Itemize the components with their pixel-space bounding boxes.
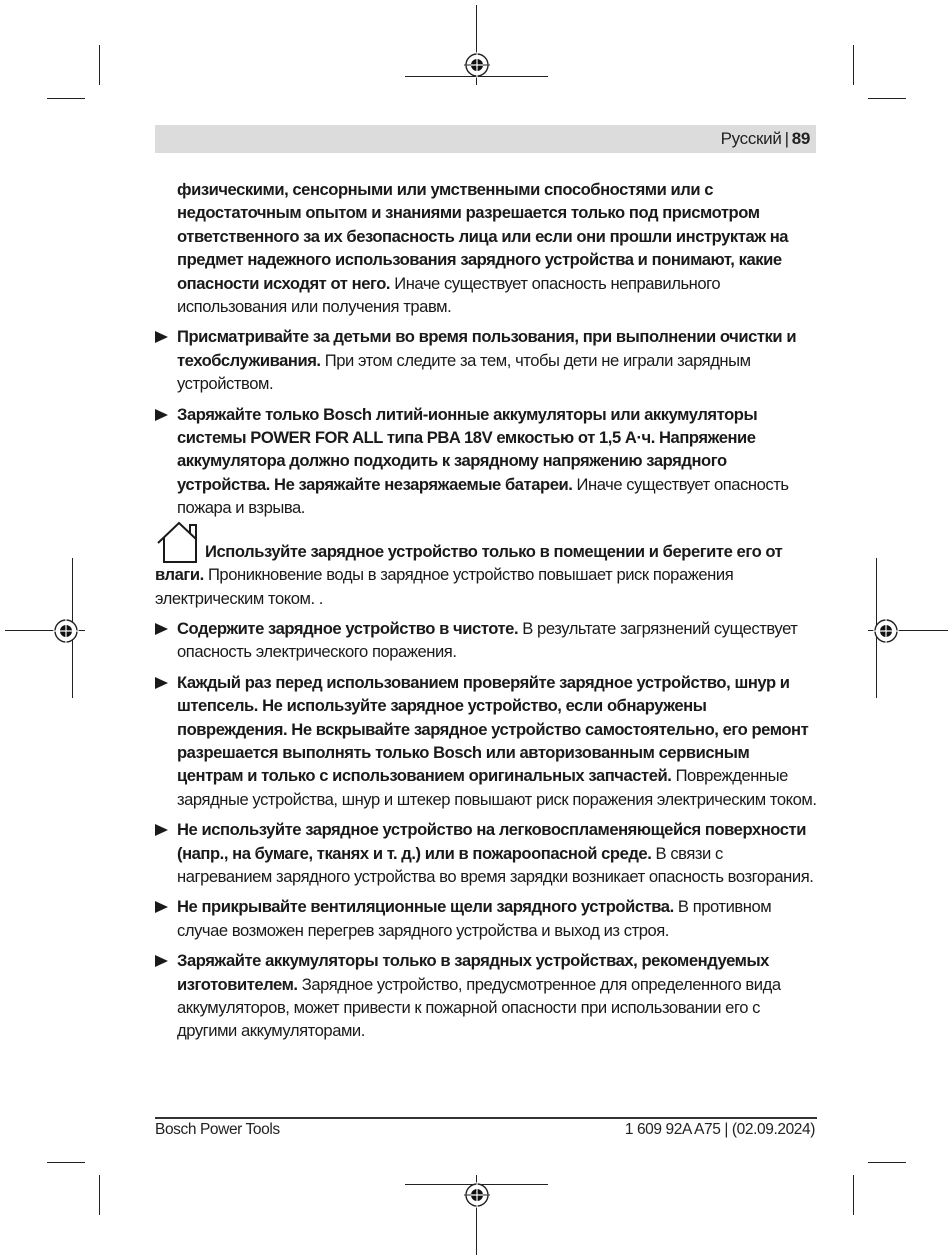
bullet-bold: Содержите зарядное устройство в чистоте.: [177, 618, 519, 638]
footer-rule: [155, 1117, 817, 1119]
bullet-arrow-icon: [155, 901, 168, 913]
bullet-arrow-icon: [155, 677, 168, 689]
bullet-text: В связи с нагреванием зарядного устройства во время зарядки возникает опасность возгорания.: [177, 843, 814, 886]
indoor-use-bold: Используйте зарядное устройство только в помещении и берегите его от влаги.: [155, 541, 783, 585]
registration-target-icon: [873, 618, 899, 644]
continuation-bold: физическими, сенсорными или умственными способностями или с недостаточным опытом и знаниями разрешается только под присмотром ответственного за их безопасность лица или если они прошли инструктаж на предмет надежного использования зарядного устройства и понимают, какие опасности исходят от него.: [177, 180, 789, 293]
crop-mark: [868, 1162, 906, 1163]
bullet-bold: Не прикрывайте вентиляционные щели зарядного устройства.: [177, 897, 674, 917]
bullet-arrow-icon: [155, 331, 168, 343]
bullet-item: [155, 818, 817, 888]
bullet-bold: Заряжайте только Bosch литий-ионные аккумуляторы или аккумуляторы системы POWER FOR ALL типа PBA 18V емкостью от 1,5 А·ч. Напряжение аккумулятора должно подходить к зарядному напряжению зарядного устройства. Не заряжайте незаряжаемые батареи.: [177, 404, 758, 494]
footer-doc-code: 1 609 92A A75 | (02.09.2024): [624, 1121, 815, 1138]
page-header: [155, 125, 816, 153]
indoor-use-house-icon: [155, 519, 203, 563]
safety-instructions: [155, 178, 817, 1043]
indoor-use-paragraph: [155, 540, 817, 610]
bullet-text: При этом следите за тем, чтобы дети не играли зарядным устройством.: [177, 350, 751, 394]
header-separator: |: [784, 129, 789, 148]
crop-mark: [99, 1175, 100, 1215]
crop-mark: [853, 1175, 854, 1215]
bullet-arrow-icon: [155, 824, 168, 836]
bullet-arrow-icon: [155, 955, 168, 967]
header-language: Русский: [720, 129, 782, 148]
bullet-item: [155, 617, 817, 664]
bullet-text: В результате загрязнений существует опасность электрического поражения.: [177, 618, 798, 662]
indoor-use-text: Проникновение воды в зарядное устройство повышает риск поражения электрическим током. .: [155, 565, 734, 608]
bullet-item: [155, 403, 817, 520]
bullet-text: В противном случае возможен перегрев зарядного устройства и выход из строя.: [177, 897, 772, 940]
crop-mark: [47, 98, 85, 99]
footer-brand: Bosch Power Tools: [155, 1121, 280, 1138]
bullet-item: [155, 895, 817, 942]
header-text: [721, 129, 810, 149]
bullet-bold: Заряжайте аккумуляторы только в зарядных устройствах, рекомендуемых изготовителем.: [177, 951, 769, 994]
crop-mark: [47, 1162, 85, 1163]
bullet-bold: Не используйте зарядное устройство на легковоспламеняющейся поверхности (напр., на бумаге, тканях и т. д.) или в пожароопасной среде.: [177, 820, 806, 863]
bullet-text: Зарядное устройство, предусмотренное для определенного вида аккумуляторов, может привести к пожарной опасности при использовании его с другими аккумуляторами.: [177, 974, 781, 1041]
bullet-item: [155, 949, 817, 1043]
bullet-bold: Присматривайте за детьми во время пользования, при выполнении очистки и техобслуживания.: [177, 327, 797, 370]
registration-target-icon: [464, 52, 490, 78]
bullet-bold: Каждый раз перед использованием проверяйте зарядное устройство, шнур и штепсель. Не используйте зарядное устройство, если обнаружены повреждения. Не вскрывайте зарядное устройство самостоятельно, его ремонт разрешается выполнять только Bosch или авторизованным сервисным центрам и только с использованием оригинальных запчастей.: [177, 672, 809, 786]
bullet-arrow-icon: [155, 623, 168, 635]
bullet-text: Иначе существует опасность пожара и взрыва.: [177, 474, 789, 518]
bullet-item: [155, 671, 817, 811]
continuation-text: Иначе существует опасность неправильного использования или получения травм.: [177, 273, 721, 317]
page-number: 89: [791, 129, 810, 148]
bullet-list: [155, 325, 817, 519]
registration-target-icon: [53, 618, 79, 644]
registration-target-icon: [464, 1182, 490, 1208]
crop-mark: [853, 45, 854, 85]
crop-mark: [99, 45, 100, 85]
bullet-item: [155, 325, 817, 395]
bullet-list: [155, 617, 817, 1043]
bullet-text: Поврежденные зарядные устройства, шнур и штекер повышают риск поражения электрическим током.: [177, 766, 817, 809]
crop-mark: [868, 98, 906, 99]
bullet-arrow-icon: [155, 409, 168, 421]
continuation-paragraph: [155, 178, 817, 318]
